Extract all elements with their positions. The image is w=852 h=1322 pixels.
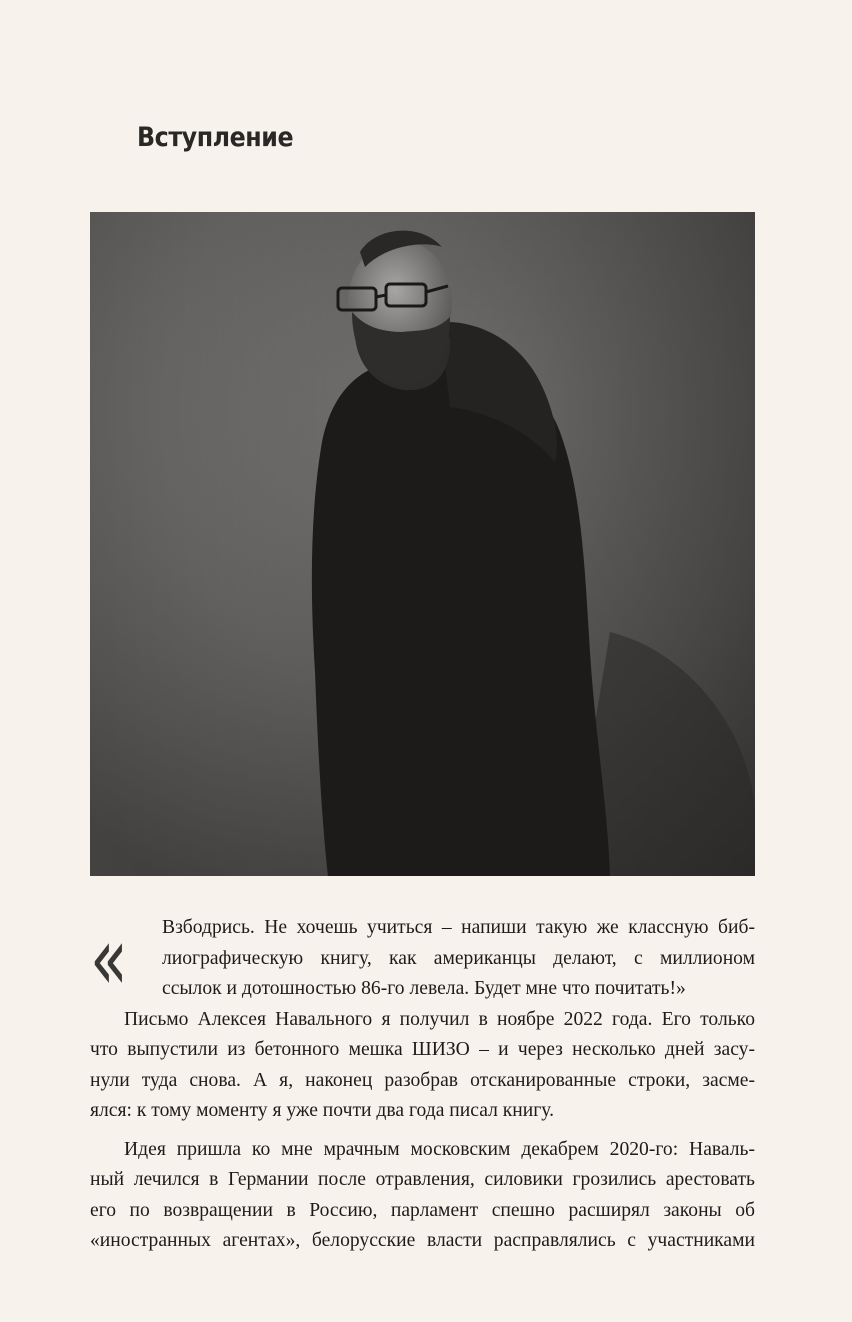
section-heading: Вступление (137, 122, 294, 153)
quote-mark-icon: « (90, 907, 128, 1010)
quote-line: ссылок и дотошностью 86-го левела. Будет мне что почитать!» (162, 978, 686, 999)
paragraph-line: нули туда снова. А я, наконец разобрав отсканированные строки, засме- (90, 1069, 755, 1091)
paragraph-line: что выпустили из бетонного мешка ШИЗО – и через несколько дней засу- (90, 1039, 755, 1060)
paragraph-line: Идея пришла ко мне мрачным московским декабрем 2020-го: Наваль- (124, 1138, 755, 1160)
epigraph-quote (90, 907, 755, 1010)
paragraph-line: ный лечился в Германии после отравления, силовики грозились арестовать (90, 1169, 755, 1190)
paragraph-line: ялся: к тому моменту я уже почти два года писал книгу. (90, 1100, 555, 1121)
quote-line: Взбодрись. Не хочешь учиться – напиши такую же классную биб- (162, 917, 755, 938)
portrait-photo-icon (90, 212, 755, 876)
paragraph-1 (90, 1005, 755, 1127)
paragraph-line: Письмо Алексея Навального я получил в ноябре 2022 года. Его только (124, 1008, 755, 1030)
quote-line: лиографическую книгу, как американцы делают, с миллионом (162, 947, 755, 969)
paragraph-line: «иностранных агентах», белорусские власти расправлялись с участниками (90, 1230, 755, 1251)
portrait-photo (90, 212, 755, 876)
paragraph-line: его по возвращении в Россию, парламент спешно расширял законы об (90, 1199, 755, 1221)
body-text (90, 907, 755, 1257)
paragraph-2 (90, 1135, 755, 1257)
